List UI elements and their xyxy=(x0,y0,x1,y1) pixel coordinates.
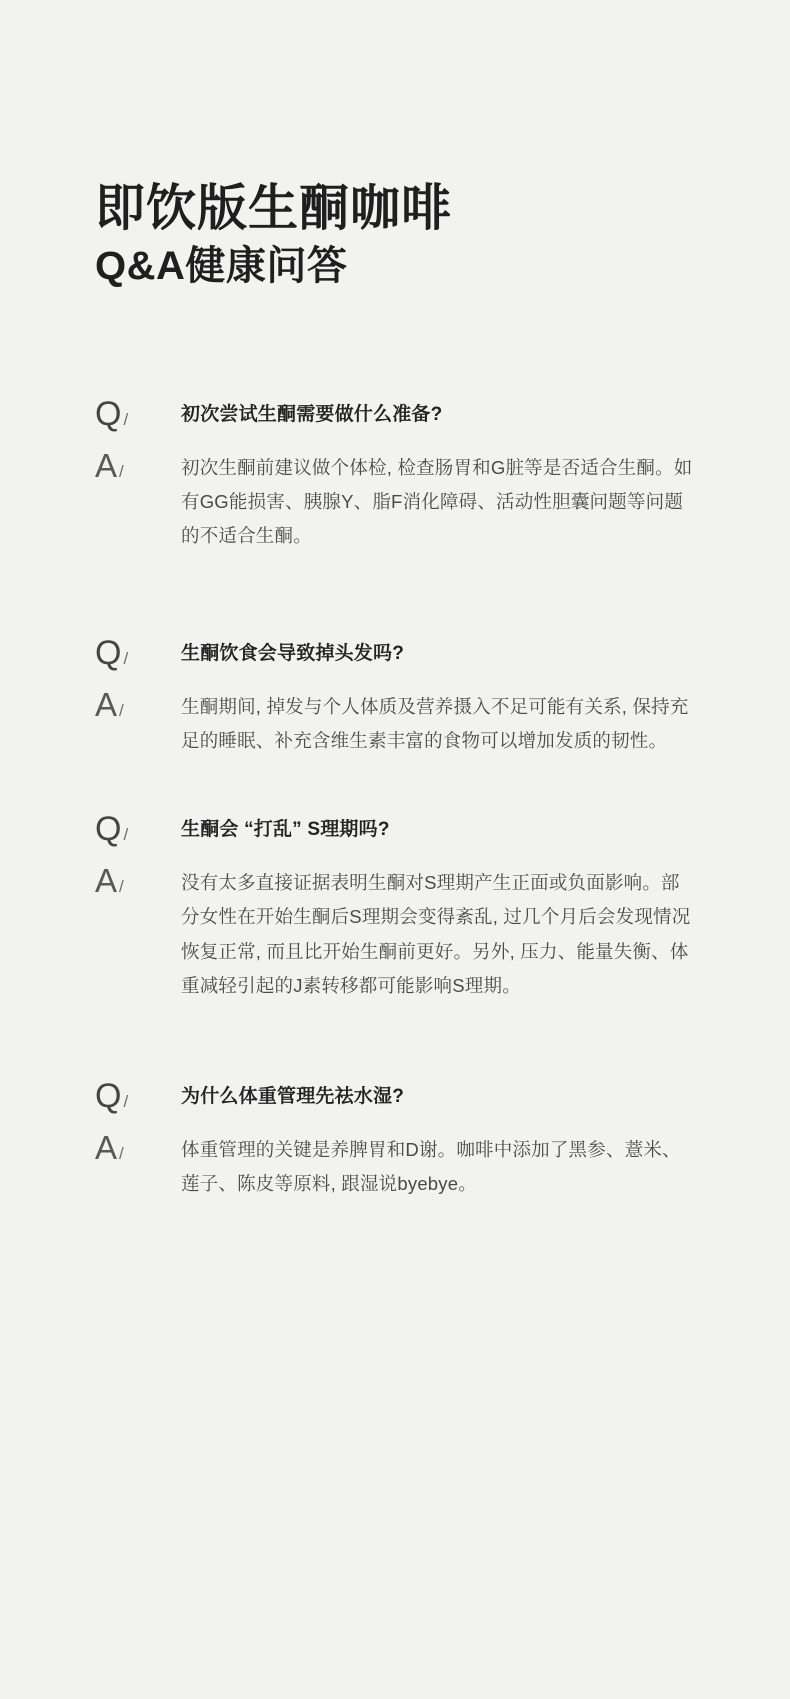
answer-marker-slash: / xyxy=(119,462,124,481)
question-marker-letter: Q xyxy=(95,1076,122,1115)
answer-marker-letter: A xyxy=(95,447,118,484)
question-text: 生酮会 “打乱” S理期吗? xyxy=(181,819,390,841)
answer-row xyxy=(95,447,695,554)
answer-text: 生酮期间, 掉发与个人体质及营养摄入不足可能有关系, 保持充足的睡眠、补充含维生素丰富的食物可以增加发质的韧性。 xyxy=(181,695,689,751)
qa-item xyxy=(95,395,695,554)
question-marker-slash: / xyxy=(123,825,129,845)
page-header xyxy=(95,0,695,290)
question-marker-slash: / xyxy=(123,410,129,429)
question-row xyxy=(95,395,695,431)
answer-text: 初次生酮前建议做个体检, 检查肠胃和G脏等是否适合生酮。如有GG能损害、胰腺Y、脂F消化障碍、活动性胆囊问题等问题的不适合生酮。 xyxy=(181,457,693,547)
question-marker-letter: Q xyxy=(95,395,122,433)
qa-list xyxy=(95,395,695,1201)
answer-marker-letter: A xyxy=(95,1128,118,1166)
question-marker-slash: / xyxy=(123,1091,129,1111)
page-title-secondary: Q&A健康问答 xyxy=(95,244,348,288)
answer-marker-slash: / xyxy=(119,1143,124,1163)
qa-item xyxy=(95,634,695,758)
qa-item xyxy=(95,1077,695,1201)
question-marker xyxy=(95,810,181,849)
question-row xyxy=(95,1077,695,1113)
page-title-primary: 即饮版生酮咖啡 xyxy=(95,180,452,236)
question-text: 初次尝试生酮需要做什么准备? xyxy=(181,404,443,425)
question-marker xyxy=(95,1077,181,1113)
answer-marker-letter: A xyxy=(95,862,118,900)
qa-item xyxy=(95,810,695,1003)
answer-text: 没有太多直接证据表明生酮对S理期产生正面或负面影响。部分女性在开始生酮后S理期会变得紊乱, 过几个月后会发现情况恢复正常, 而且比开始生酮前更好。另外, 压力、能量失衡、体重减轻引起的J素转移都可能影响S理期。 xyxy=(181,872,691,996)
answer-marker xyxy=(95,447,181,482)
question-marker-letter: Q xyxy=(95,810,122,849)
answer-marker-slash: / xyxy=(119,877,124,897)
question-text: 生酮饮食会导致掉头发吗? xyxy=(181,642,405,664)
answer-marker xyxy=(95,686,181,721)
question-marker-slash: / xyxy=(123,648,129,668)
answer-marker-slash: / xyxy=(119,700,124,720)
question-text: 为什么体重管理先祛水湿? xyxy=(181,1085,405,1107)
answer-row xyxy=(95,686,695,758)
question-row xyxy=(95,810,695,849)
answer-marker xyxy=(95,862,181,900)
answer-marker-letter: A xyxy=(95,685,118,723)
question-marker xyxy=(95,395,181,431)
question-row xyxy=(95,634,695,670)
answer-row xyxy=(95,862,695,1003)
question-marker-letter: Q xyxy=(95,633,122,672)
answer-text: 体重管理的关键是养脾胃和D谢。咖啡中添加了黑参、薏米、莲子、陈皮等原料, 跟湿说byebye。 xyxy=(181,1138,681,1195)
answer-row xyxy=(95,1129,695,1201)
answer-marker xyxy=(95,1129,181,1164)
question-marker xyxy=(95,634,181,670)
